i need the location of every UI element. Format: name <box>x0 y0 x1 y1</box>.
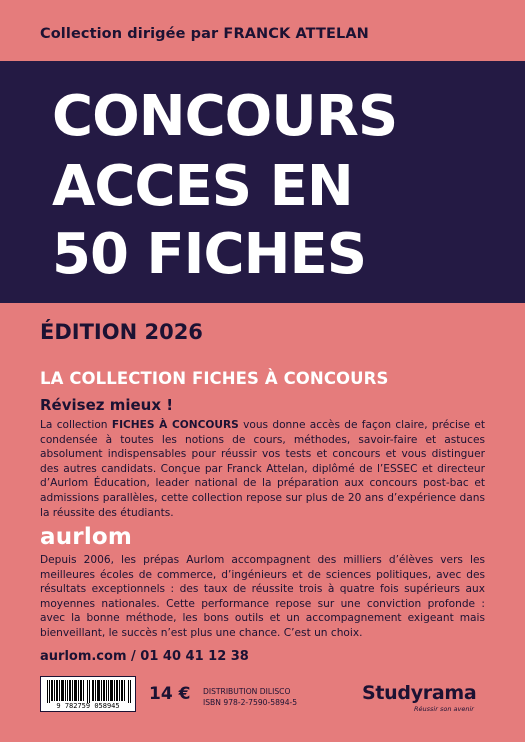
barcode <box>40 676 136 712</box>
aurlom-contact: aurlom.com / 01 40 41 12 38 <box>40 649 249 664</box>
barcode-bars <box>47 680 131 703</box>
collection-description <box>40 418 485 520</box>
title-line-1: CONCOURS <box>52 84 398 149</box>
barcode-digits: 9 782759 058945 <box>56 702 120 710</box>
collection-subtitle: Révisez mieux ! <box>40 396 174 414</box>
isbn-label: ISBN 978-2-7590-5894-5 <box>203 698 298 707</box>
distribution-label: DISTRIBUTION DILISCO <box>203 687 291 696</box>
collection-title: LA COLLECTION FICHES À CONCOURS <box>40 369 389 388</box>
collection-description-rest: vous donne accès de façon claire, précise et condensée à toutes les notions de cours, méthodes, savoir-faire et astuces absolument indispensables pour réussir vos tests et concours et vous distinguer des autres candidats. Conçue par Franck Attelan, diplômé de l’ESSEC et directeur d’Aurlom Éducation, leader national de la préparation aux concours post-bac et admissions parallèles, cette collection repose sur plus de 20 ans d’expérience dans la réussite des étudiants. <box>40 419 485 519</box>
studyrama-name: Studyrama <box>362 682 477 704</box>
top-credit: Collection dirigée par FRANCK ATTELAN <box>40 26 369 42</box>
distribution-info <box>203 686 297 708</box>
title-band <box>0 61 525 303</box>
price: 14 € <box>149 684 191 704</box>
edition-label: ÉDITION 2026 <box>40 320 203 344</box>
aurlom-description: Depuis 2006, les prépas Aurlom accompagnent des milliers d’élèves vers les meilleures écoles de commerce, d’ingénieurs et de sciences politiques, avec des résultats exceptionnels : des taux de réussite trois à quatre fois supérieurs aux moyennes nationales. Cette performance repose sur une conviction profonde : avec la bonne méthode, les bons outils et un accompagnement exigeant mais bienveillant, le succès n’est plus une chance. C’est un choix. <box>40 554 485 639</box>
title-line-2: ACCES EN <box>52 154 353 219</box>
studyrama-logo <box>362 684 482 720</box>
title-line-3: 50 FICHES <box>52 222 367 287</box>
aurlom-logo: aurlom <box>40 524 133 550</box>
studyrama-tagline: Réussir son avenir <box>414 705 474 713</box>
collection-name-bold: FICHES À CONCOURS <box>111 419 239 431</box>
collection-description-start: La collection <box>40 419 112 431</box>
